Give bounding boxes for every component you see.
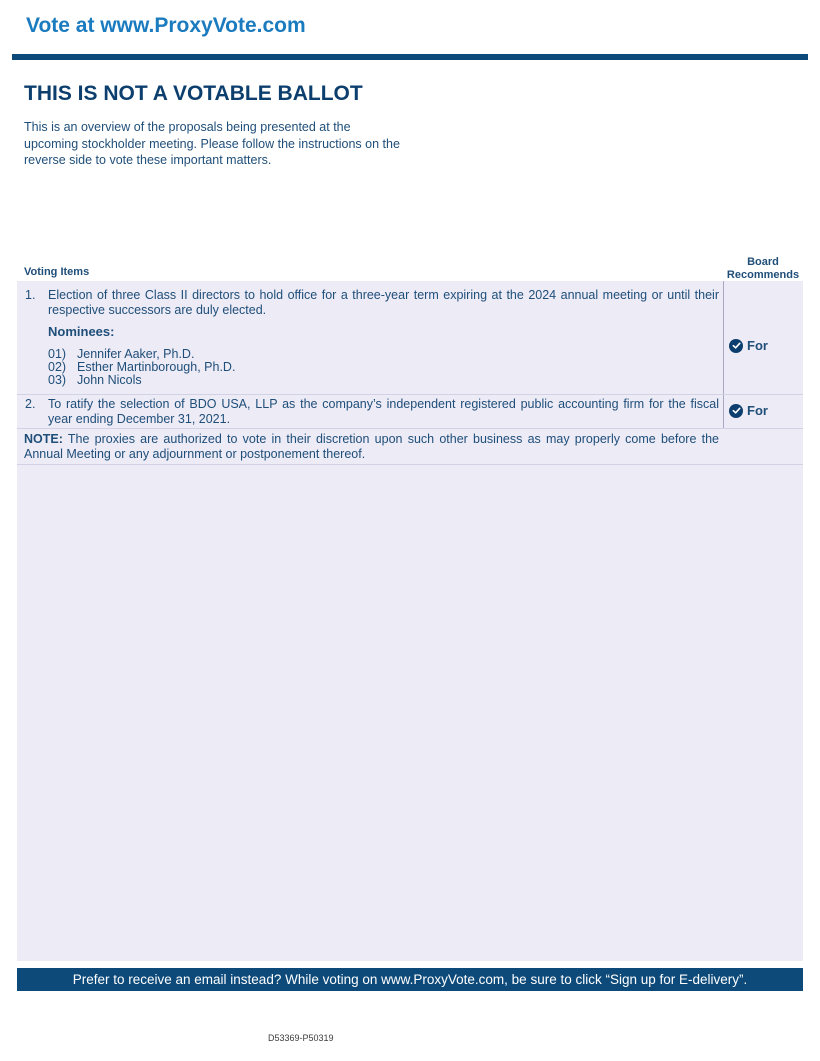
column-header-board-recommends — [722, 256, 804, 281]
nominee-name: John Nicols — [77, 373, 142, 387]
board-label: Board — [747, 256, 779, 268]
note-text — [24, 432, 719, 461]
item-text: Election of three Class II directors to hold office for a three-year term expiring at the 2024 annual meeting or until their respective successors are duly elected. — [48, 288, 719, 317]
nominee-number: 01) — [48, 347, 67, 361]
e-delivery-banner: Prefer to receive an email instead? While voting on www.ProxyVote.com, be sure to click “Sign up for E-delivery”. — [17, 968, 803, 991]
recommends-label: Recommends — [726, 268, 800, 281]
intro-paragraph: This is an overview of the proposals being presented at the upcoming stockholder meeting. Please follow the instructions on the reverse side to vote these important matters. — [24, 120, 400, 167]
board-recommendation — [729, 338, 768, 353]
nominee-item — [48, 347, 194, 361]
note-row — [17, 429, 803, 465]
nominee-number: 02) — [48, 360, 67, 374]
checkmark-icon — [729, 404, 743, 418]
page-title: THIS IS NOT A VOTABLE BALLOT — [24, 82, 363, 105]
note-body: The proxies are authorized to vote in their discretion upon such other business as may properly come before the Annual Meeting or any adjournment or postponement thereof. — [24, 432, 719, 461]
nominee-item — [48, 373, 142, 387]
recommendation-label: For — [747, 338, 768, 353]
nominees-label: Nominees: — [48, 324, 115, 339]
note-label: NOTE: — [24, 432, 63, 446]
nominee-name: Esther Martinborough, Ph.D. — [77, 360, 236, 374]
nominee-name: Jennifer Aaker, Ph.D. — [77, 347, 195, 361]
proxyvote-link[interactable]: Vote at www.ProxyVote.com — [26, 14, 306, 37]
recommendation-label: For — [747, 403, 768, 418]
item-number: 1. — [25, 288, 36, 302]
nominee-number: 03) — [48, 373, 67, 387]
item-number: 2. — [25, 397, 36, 411]
document-code: D53369-P50319 — [268, 1033, 334, 1043]
item-text: To ratify the selection of BDO USA, LLP as the company’s independent registered public accounting firm for the fiscal year ending December 31, 2021. — [48, 397, 719, 426]
column-header-voting-items: Voting Items — [24, 266, 90, 278]
nominee-item — [48, 360, 235, 374]
board-recommendation — [729, 403, 768, 418]
voting-item-1 — [17, 281, 803, 395]
header-divider — [12, 54, 808, 60]
voting-item-2 — [17, 395, 803, 429]
voting-items-panel — [17, 281, 803, 961]
checkmark-icon — [729, 339, 743, 353]
